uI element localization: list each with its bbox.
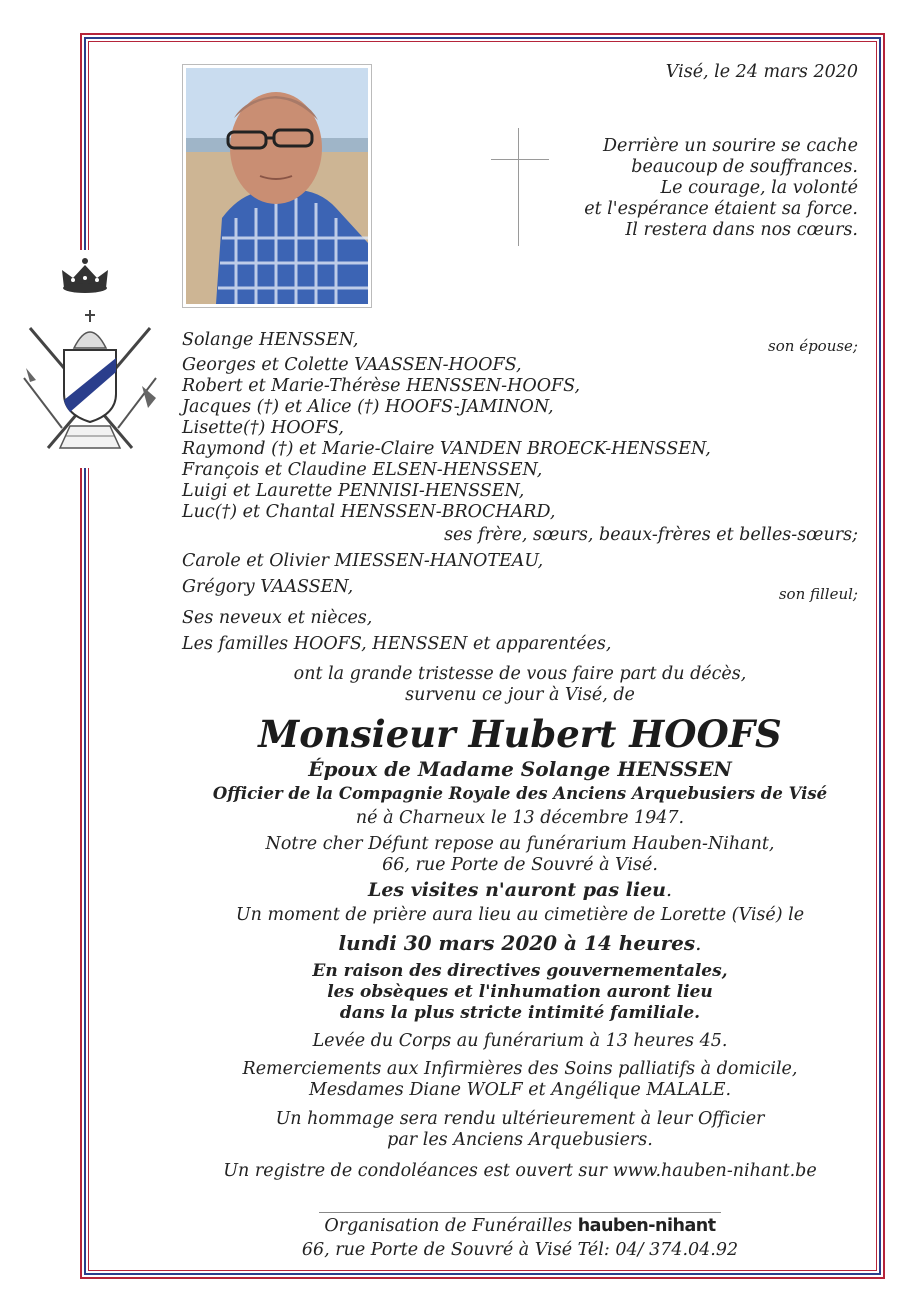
tribute-line-2: par les Anciens Arquebusiers. [387, 1130, 653, 1150]
directive-line-1: En raison des directives gouvernementales, [312, 961, 728, 981]
ceremony-datetime-dot: . [695, 931, 702, 955]
tribute-line-1: Un hommage sera rendu ultérieurement à leur Officier [275, 1109, 765, 1129]
levee-line: Levée du Corps au funérarium à 13 heures 45. [312, 1031, 728, 1051]
poem [584, 136, 858, 241]
poem-line: Le courage, la volonté [660, 178, 858, 198]
family-member: Jacques (†) et Alice (†) HOOFS-JAMINON, [182, 397, 554, 417]
deceased-spouse: Époux de Madame Solange HENSSEN [308, 757, 732, 781]
repose-line-1: Notre cher Défunt repose au funérarium Hauben-Nihant, [265, 834, 775, 854]
family-member: Luc(†) et Chantal HENSSEN-BROCHARD, [182, 502, 556, 522]
announcement-center [180, 664, 860, 1182]
no-visits-dot: . [665, 879, 673, 901]
family-siblings-role: ses frère, sœurs, beaux-frères et belles-sœurs; [444, 525, 858, 545]
ceremony-datetime [180, 929, 860, 957]
family-godchild-role: son filleul; [778, 585, 858, 603]
family-wife: Solange HENSSEN, [182, 330, 359, 350]
intro-line-2: survenu ce jour à Visé, de [405, 685, 635, 705]
family-godchild-2: Grégory VAASSEN, [182, 577, 354, 597]
family-member: Robert et Marie-Thérèse HENSSEN-HOOFS, [182, 376, 581, 396]
birth-info: né à Charneux le 13 décembre 1947. [355, 808, 685, 828]
thanks-line-2: Mesdames Diane WOLF et Angélique MALALE. [308, 1080, 732, 1100]
crown-icon [58, 256, 112, 296]
family-nephews: Ses neveux et nièces, [182, 608, 373, 628]
family-siblings [182, 355, 711, 523]
footer-address: 66, rue Porte de Souvré à Visé Tél: 04/ 374.04.92 [301, 1240, 739, 1260]
announcement-date: Visé, le 24 mars 2020 [665, 62, 858, 82]
thanks-line-1: Remerciements aux Infirmières des Soins palliatifs à domicile, [242, 1059, 798, 1079]
poem-line: Derrière un sourire se cache [602, 136, 858, 156]
family-member: Lisette(†) HOOFS, [182, 418, 344, 438]
footer-org-prefix: Organisation de Funérailles [324, 1216, 573, 1236]
family-member: François et Claudine ELSEN-HENSSEN, [182, 460, 543, 480]
footer [180, 1216, 860, 1261]
poem-line: beaucoup de souffrances. [631, 157, 858, 177]
directive-line-2: les obsèques et l'inhumation auront lieu [327, 982, 713, 1002]
arquebusiers-coat-of-arms-icon [22, 308, 158, 460]
deceased-title: Officier de la Compagnie Royale des Anciens Arquebusiers de Visé [212, 784, 828, 803]
family-member: Raymond (†) et Marie-Claire VANDEN BROECK-HENSSEN, [182, 439, 711, 459]
cross-horizontal [491, 159, 549, 160]
poem-line: Il restera dans nos cœurs. [625, 220, 858, 240]
register-line: Un registre de condoléances est ouvert sur www.hauben-nihant.be [223, 1161, 817, 1181]
family-member: Georges et Colette VAASSEN-HOOFS, [182, 355, 522, 375]
family-others: Les familles HOOFS, HENSSEN et apparentées, [182, 634, 612, 654]
deceased-name: Monsieur Hubert HOOFS [258, 712, 782, 756]
cross-vertical [518, 128, 519, 246]
ceremony-datetime-text: lundi 30 mars 2020 à 14 heures [338, 931, 696, 955]
family-member: Luigi et Laurette PENNISI-HENSSEN, [182, 481, 525, 501]
no-visits [180, 877, 860, 903]
intro-line-1: ont la grande tristesse de vous faire part du décès, [293, 664, 747, 684]
no-visits-text: Les visites n'auront pas lieu [367, 879, 666, 901]
footer-divider [319, 1212, 721, 1213]
portrait-frame [182, 64, 372, 308]
directive-line-3: dans la plus stricte intimité familiale. [339, 1003, 701, 1023]
family-wife-role: son épouse; [768, 337, 858, 355]
repose-line-2: 66, rue Porte de Souvré à Visé. [382, 855, 658, 875]
poem-line: et l'espérance étaient sa force. [584, 199, 858, 219]
footer-org [180, 1216, 860, 1237]
prayer-line: Un moment de prière aura lieu au cimetière de Lorette (Visé) le [235, 905, 805, 925]
family-godchild-1: Carole et Olivier MIESSEN-HANOTEAU, [182, 551, 544, 571]
funeral-home-logo: hauben-nihant [577, 1216, 716, 1236]
portrait-photo [186, 68, 368, 304]
